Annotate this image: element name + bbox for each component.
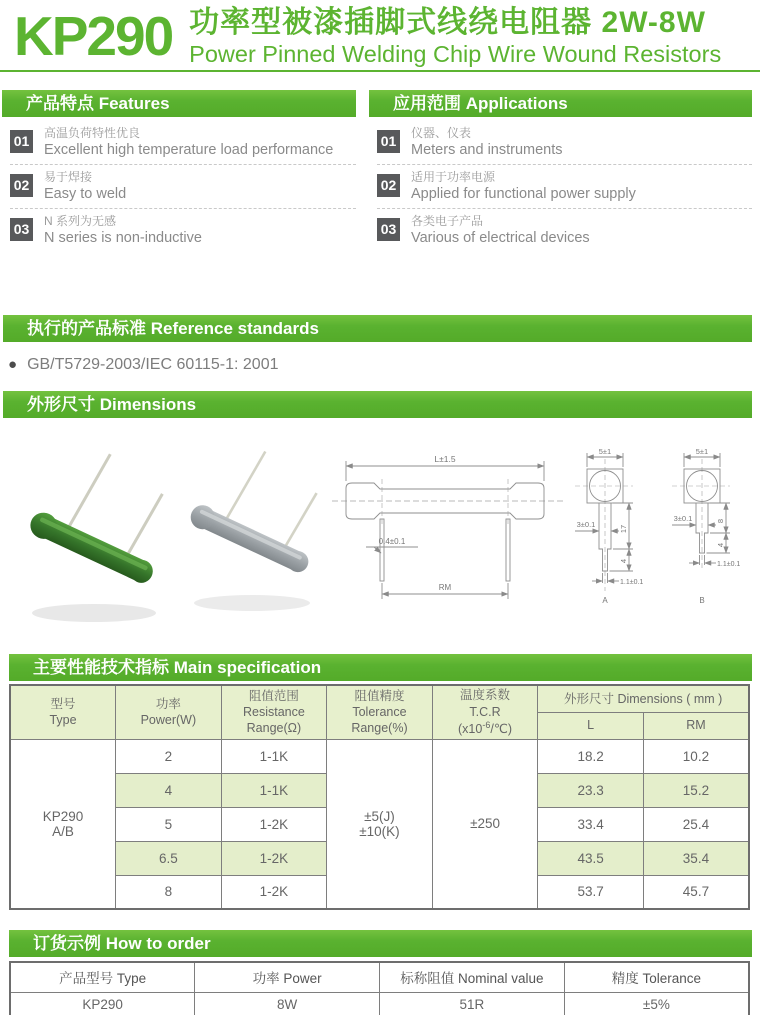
features-applications-row (2, 90, 752, 252)
list-item (2, 209, 356, 252)
col-header-dimensions: 外形尺寸 Dimensions ( mm ) (538, 685, 749, 712)
table-cell: 33.4 (538, 807, 644, 841)
order-header-tolerance: 精度 Tolerance (564, 962, 749, 992)
item-text (411, 126, 563, 160)
header-titles (189, 5, 721, 68)
cell-tolerance: ±5(J) ±10(K) (327, 739, 433, 909)
table-row (10, 962, 749, 992)
item-text (44, 214, 202, 248)
page-header (0, 0, 760, 72)
dimensions-figures (0, 427, 760, 641)
item-text-en: Various of electrical devices (411, 230, 590, 246)
list-item (2, 121, 356, 164)
dim-label-tip-a: 4 (619, 558, 628, 564)
item-text-zh: N 系列为无感 (44, 214, 117, 228)
dim-label-length: L±1.5 (434, 454, 456, 464)
col-header-RM: RM (643, 712, 749, 739)
dim-label-pinw-b: 3±0.1 (673, 514, 693, 523)
item-text-zh: 高温负荷特性优良 (44, 126, 141, 140)
item-text-zh: 各类电子产品 (411, 214, 484, 228)
table-cell: 25.4 (643, 807, 749, 841)
item-text-en: Applied for functional power supply (411, 186, 636, 202)
table-cell: 45.7 (643, 875, 749, 909)
how-to-order-heading: 订货示例 How to order (9, 930, 752, 957)
dimensions-section (0, 391, 760, 641)
standards-line (8, 355, 760, 374)
dimensions-heading: 外形尺寸 Dimensions (3, 391, 752, 418)
standards-heading: 执行的产品标准 Reference standards (3, 315, 752, 342)
item-text (44, 170, 126, 204)
item-text (411, 214, 590, 248)
col-header-power: 功率 Power(W) (116, 685, 222, 739)
item-text-zh: 适用于功率电源 (411, 170, 496, 184)
table-cell: 51R (380, 992, 565, 1015)
list-item (2, 165, 356, 208)
order-table-body (10, 992, 749, 1015)
cell-tcr: ±250 (432, 739, 538, 909)
col-header-tcr: 温度系数 T.C.R $(x10^{-6}/℃)$ (432, 685, 538, 739)
product-photo-green (16, 445, 166, 645)
dim-label-width-b: 5±1 (695, 447, 709, 456)
list-item (369, 165, 752, 208)
main-spec-heading: 主要性能技术指标 Main specification (9, 654, 752, 681)
dim-label-width-a: 5±1 (598, 447, 612, 456)
table-cell: 5 (116, 807, 222, 841)
item-number-badge: 01 (10, 130, 33, 153)
table-cell: 53.7 (538, 875, 644, 909)
table-row (10, 739, 749, 773)
table-cell: 23.3 (538, 773, 644, 807)
table-cell: 1-1K (221, 773, 327, 807)
item-text-en: Excellent high temperature load performance (44, 142, 334, 158)
main-spec-section (0, 654, 760, 910)
table-row (10, 685, 749, 712)
spec-table-head (10, 685, 749, 739)
applications-section (369, 90, 752, 252)
cell-type: KP290 A/B (10, 739, 116, 909)
standards-text: GB/T5729-2003/IEC 60115-1: 2001 (27, 355, 279, 373)
table-cell: 1-1K (221, 739, 327, 773)
table-cell: 15.2 (643, 773, 749, 807)
table-cell: 4 (116, 773, 222, 807)
bullet-icon: ● (8, 356, 18, 373)
dim-label-tip-b: 4 (716, 542, 725, 548)
standards-section (0, 315, 760, 374)
applications-list (369, 117, 752, 252)
table-cell: 1-2K (221, 807, 327, 841)
dimension-drawing-side (330, 443, 565, 613)
table-cell: 35.4 (643, 841, 749, 875)
table-cell: ±5% (564, 992, 749, 1015)
table-cell: 6.5 (116, 841, 222, 875)
view-label-b: B (699, 596, 705, 605)
dim-label-pin-dia: 0.4±0.1 (378, 537, 406, 546)
list-item (369, 121, 752, 164)
col-header-tolerance: 阻值精度 Tolerance Range(%) (327, 685, 433, 739)
product-photo-gray (174, 441, 324, 641)
table-cell: 1-2K (221, 875, 327, 909)
item-text (411, 170, 636, 204)
dim-label-len-a: 17 (619, 524, 628, 534)
features-section (2, 90, 356, 252)
item-number-badge: 02 (10, 174, 33, 197)
item-number-badge: 02 (377, 174, 400, 197)
col-header-type: 型号 Type (10, 685, 116, 739)
dim-label-tipdia-a: 1.1±0.1 (620, 579, 644, 586)
table-cell: KP290 (10, 992, 195, 1015)
item-number-badge: 01 (377, 130, 400, 153)
table-cell: 18.2 (538, 739, 644, 773)
table-cell: 43.5 (538, 841, 644, 875)
item-text-en: Easy to weld (44, 186, 127, 202)
features-heading: 产品特点 Features (2, 90, 356, 117)
item-number-badge: 03 (377, 218, 400, 241)
applications-heading: 应用范围 Applications (369, 90, 752, 117)
item-text (44, 126, 333, 160)
spec-table (9, 684, 750, 910)
table-row (10, 992, 749, 1015)
table-cell: 10.2 (643, 739, 749, 773)
spec-table-body (10, 739, 749, 909)
col-header-resistance: 阻值范围 Resistance Range(Ω) (221, 685, 327, 739)
item-text-zh: 仪器、仪表 (411, 126, 472, 140)
page-title-en: Power Pinned Welding Chip Wire Wound Resistors (189, 41, 722, 67)
item-text-zh: 易于焊接 (44, 170, 93, 184)
dim-label-pitch: RM (438, 583, 452, 592)
table-cell: 1-2K (221, 841, 327, 875)
order-header-nominal: 标称阻值 Nominal value (380, 962, 565, 992)
item-text-en: N series is non-inductive (44, 230, 202, 246)
features-list (2, 117, 356, 252)
order-table-head (10, 962, 749, 992)
dimension-drawing-end-views (569, 443, 754, 613)
table-cell: 2 (116, 739, 222, 773)
dim-label-pinw-a: 3±0.1 (576, 520, 596, 529)
order-header-type: 产品型号 Type (10, 962, 195, 992)
item-text-en: Meters and instruments (411, 142, 563, 158)
view-label-a: A (602, 596, 608, 605)
order-table (9, 961, 750, 1015)
product-model: KP290 (14, 5, 173, 67)
dim-label-len-b: 8 (716, 518, 725, 524)
col-header-L: L (538, 712, 644, 739)
table-cell: 8W (195, 992, 380, 1015)
how-to-order-section (0, 930, 760, 1015)
dim-label-tipdia-b: 1.1±0.1 (717, 561, 741, 568)
order-header-power: 功率 Power (195, 962, 380, 992)
list-item (369, 209, 752, 252)
page-title-zh: 功率型被漆插脚式线绕电阻器 2W-8W (189, 6, 706, 39)
table-cell: 8 (116, 875, 222, 909)
item-number-badge: 03 (10, 218, 33, 241)
